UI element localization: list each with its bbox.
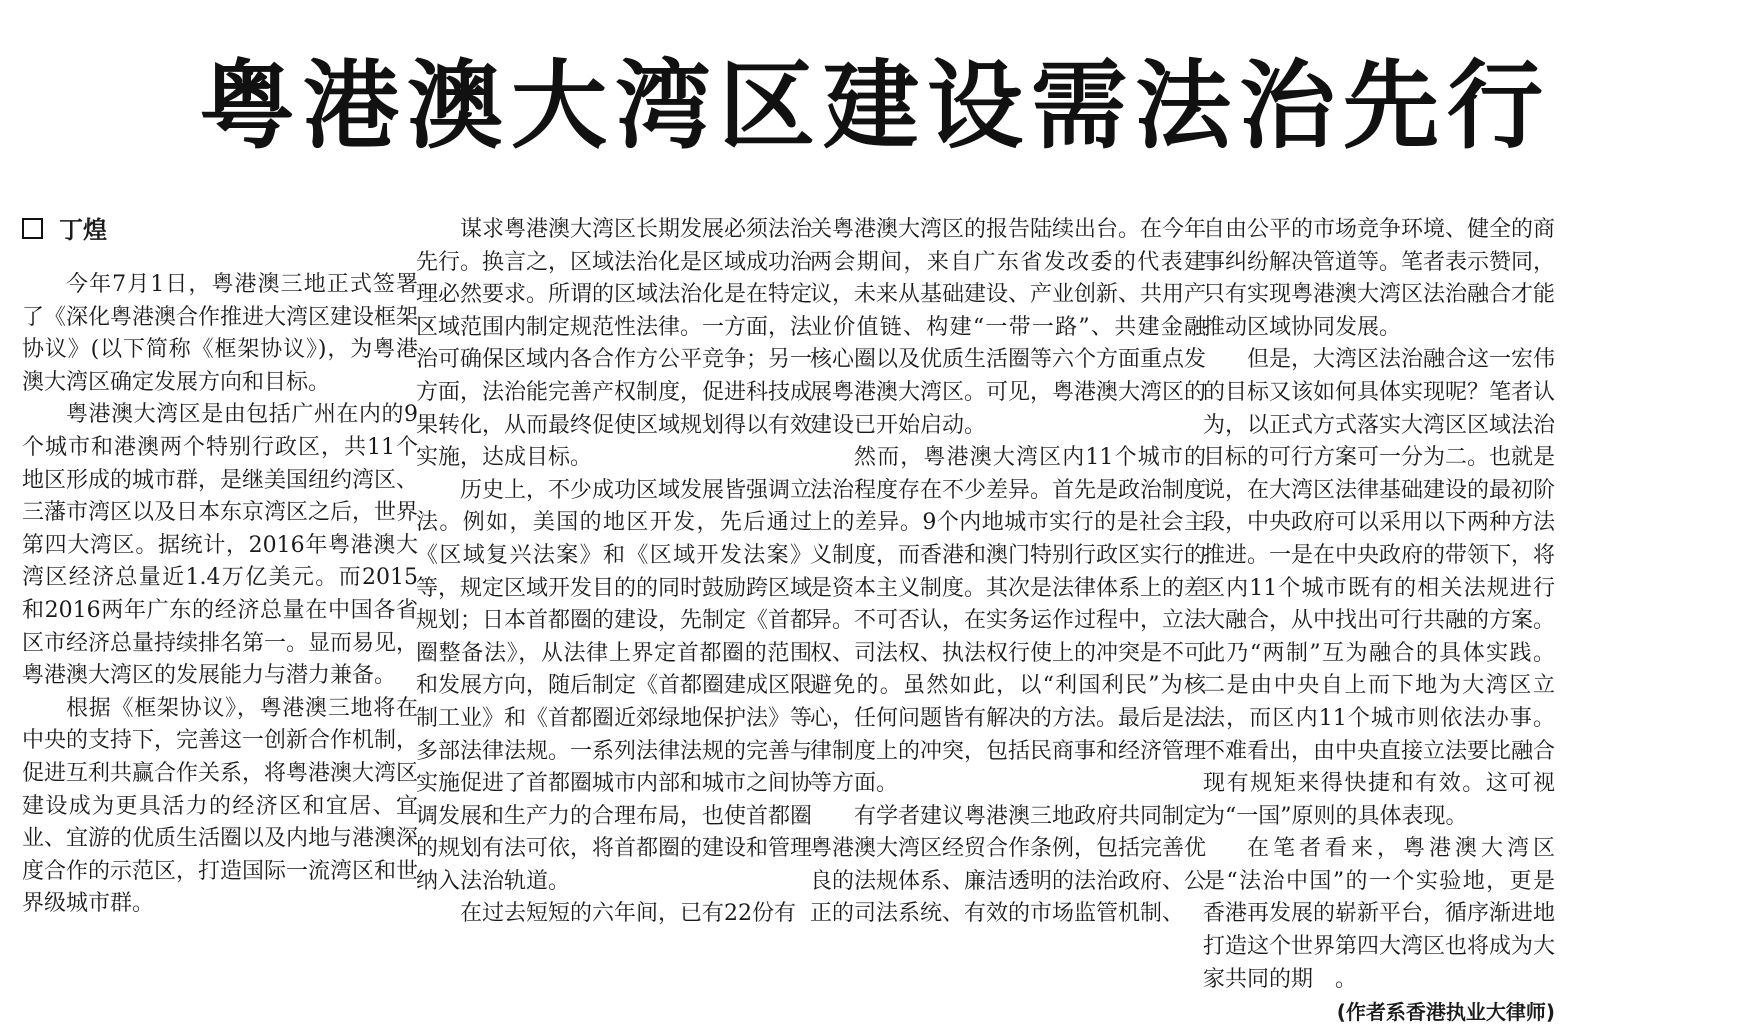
column-4 [1203,214,1555,1029]
headline: 粤港澳大湾区建设需法治先行 [199,50,1551,162]
paragraph: 今年7月1日，粤港澳三地正式签署了《深化粤港澳合作推进大湾区建设框架协议》(以下简称《框架协议》)，为粤港澳大湾区确定发展方向和目标。 [22,272,419,395]
paragraph: 自由公平的市场竞争环境、健全的商事纠纷解决管道等。笔者表示赞同，只有实现粤港澳大湾区法治融合才能推动区域协同发展。 [1203,217,1556,340]
column-1 [22,214,418,921]
paragraph: 在笔者看来，粤港澳大湾区是“法治中国”的一个实验地，更是香港再发展的崭新平台，循序渐进地打造这个世界第四大湾区也将成为大家共同的期 。 [1203,836,1556,992]
author-name: 丁煌 [59,216,107,244]
column-3 [810,214,1206,931]
paragraph: 然而，粤港澳大湾区内11个城市的法治程度存在不少差异。首先是政治制度上的差异。9个内地城市实行的是社会主义制度，而香港和澳门特别行政区实行的是资本主义制度。其次是法律体系上的差异。不可否认，在实务运作过程中，立法权、司法权、执法权行使上的冲突是不可避免的。虽然如此，以“利国利民”为核心，任何问题皆有解决的方法。最后是法律制度上的冲突，包括民商事和经济管理等方面。 [810,445,1207,797]
paragraph: 有学者建议粤港澳三地政府共同制定粤港澳大湾区经贸合作条例，包括完善优良的法规体系、廉洁透明的法治政府、公正的司法系统、有效的市场监管机制、 [810,803,1207,927]
byline [22,214,418,246]
paragraph: 但是，大湾区法治融合这一宏伟的目标又该如何具体实现呢？笔者认为，以正式方式落实大湾区区域法治目标的可行方案可一分为二。也就是说，在大湾区法律基础建设的最初阶段，中央政府可以采用以下两种方法推进。一是在中央政府的带领下，将区内11个城市既有的相关法规进行大融合，从中找出可行共融的方案。此乃“两制”互为融合的具体实践。二是由中央自上而下地为大湾区立法，而区内11个城市则依法办事。不难看出，由中央直接立法要比融合现有规矩来得快捷和有效。这可视为“一国”原则的具体表现。 [1203,347,1556,829]
author-signature: (作者系香港执业大律师) [1336,1000,1555,1025]
paragraph: 根据《框架协议》，粤港澳三地将在中央的支持下，完善这一创新合作机制，促进互利共赢合作关系，将粤港澳大湾区建设成为更具活力的经济区和宜居、宜业、宜游的优质生活圈以及内地与港澳深度合作的示范区，打造国际一流湾区和世界级城市群。 [22,695,419,917]
column-2 [416,214,812,931]
paragraph: 关粤港澳大湾区的报告陆续出台。在今年两会期间，来自广东省发改委的代表建议，未来从基础建设、产业创新、共用产业价值链、构建“一带一路”、共建金融核心圈以及优质生活圈等六个方面重点发展粤港澳大湾区。可见，粤港澳大湾区的建设已开始启动。 [810,217,1207,438]
paragraph: 历史上，不少成功区域发展皆强调立法。例如，美国的地区开发，先后通过《区域复兴法案》和《区域开发法案》等，规定区域开发目的的同时鼓励跨区域规划；日本首都圈的建设，先制定《首都圈整备法》，从法律上界定首都圈的范围和发展方向，随后制定《首都圈建成区限制工业》和《首都圈近郊绿地保护法》等多部法律法规。一系列法律法规的完善与实施促进了首都圈城市内部和城市之间协调发展和生产力的合理布局，也使首都圈的规划有法可依，将首都圈的建设和管理纳入法治轨道。 [416,477,813,894]
paragraph: 在过去短短的六年间，已有22份有 [460,901,796,927]
square-box-icon [22,218,43,239]
paragraph: 粤港澳大湾区是由包括广州在内的9个城市和港澳两个特别行政区，共11个地区形成的城市群，是继美国纽约湾区、三藩市湾区以及日本东京湾区之后，世界第四大湾区。据统计，2016年粤港澳大湾区经济总量近1.4万亿美元。而2015和2016两年广东的经济总量在中国各省区市经济总量持续排名第一。显而易见，粤港澳大湾区的发展能力与潜力兼备。 [22,402,419,689]
paragraph: 谋求粤港澳大湾区长期发展必须法治先行。换言之，区域法治化是区域成功治理必然要求。所谓的区域法治化是在特定区域范围内制定规范性法律。一方面，法治可确保区域内各合作方公平竞争；另一方面，法治能完善产权制度，促进科技成果转化，从而最终促使区域规划得以有效实施，达成目标。 [416,217,813,471]
